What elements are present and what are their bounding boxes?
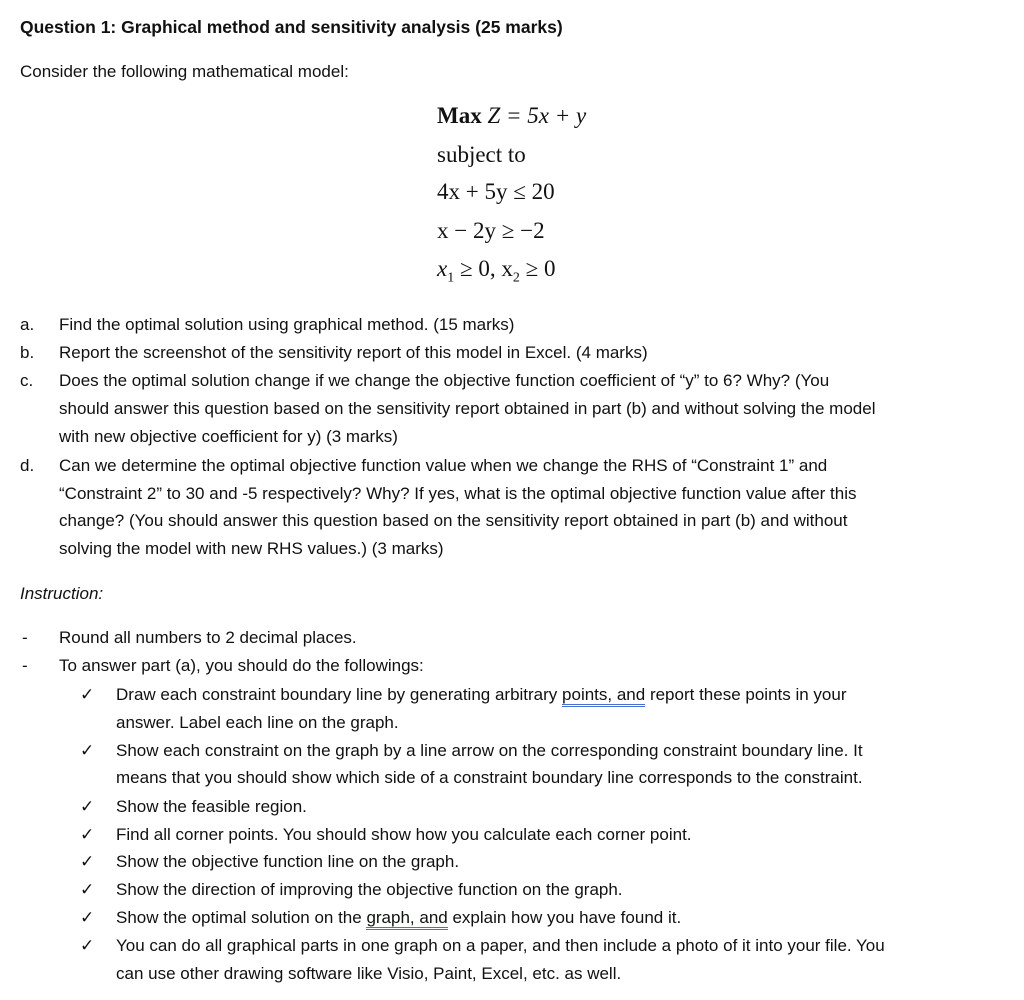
label-b: b. <box>20 343 35 362</box>
check-item: Show the objective function line on the graph. <box>116 852 460 871</box>
question-c-line: Does the optimal solution change if we change the objective function coefficient of “y” to 6? Why? (You <box>59 371 830 390</box>
label-a: a. <box>20 315 35 334</box>
label-c: c. <box>20 371 34 390</box>
subject-to: subject to <box>437 142 526 167</box>
checkmark-icon: ✓ <box>80 797 95 816</box>
question-d-line: “Constraint 2” to 30 and -5 respectively? Why? If yes, what is the optimal objective function value after this <box>59 484 857 503</box>
question-d-line: solving the model with new RHS values.) (3 marks) <box>59 539 444 558</box>
check-item <box>116 908 681 928</box>
check-item: Show the feasible region. <box>116 797 307 816</box>
check-item-cont: means that you should show which side of a constraint boundary line corresponds to the constraint. <box>116 768 863 787</box>
check-item-cont: can use other drawing software like Visio, Paint, Excel, etc. as well. <box>116 964 622 983</box>
sub-1: 1 <box>447 270 455 286</box>
checkmark-icon: ✓ <box>80 880 95 899</box>
check-item: Show each constraint on the graph by a line arrow on the corresponding constraint boundary line. It <box>116 741 863 760</box>
intro-text: Consider the following mathematical model: <box>20 62 349 81</box>
question-c-line: should answer this question based on the sensitivity report obtained in part (b) and without solving the model <box>59 399 876 418</box>
objective-expr: Z = 5x + y <box>487 103 587 128</box>
check-text: Show the optimal solution on the <box>116 908 367 927</box>
check-item: Find all corner points. You should show how you calculate each corner point. <box>116 825 692 844</box>
instruction-heading: Instruction: <box>20 584 104 603</box>
checkmark-icon: ✓ <box>80 908 95 927</box>
nonneg-end: ≥ 0 <box>519 256 556 281</box>
nonnegativity <box>437 256 556 289</box>
max-label: Max <box>437 103 482 128</box>
dash-item: Round all numbers to 2 decimal places. <box>59 628 357 647</box>
checkmark-icon: ✓ <box>80 685 95 704</box>
check-item <box>116 685 847 705</box>
grammar-underline: graph, and <box>366 908 447 930</box>
dash-item: To answer part (a), you should do the followings: <box>59 656 424 675</box>
question-a: Find the optimal solution using graphical method. (15 marks) <box>59 315 515 334</box>
question-title: Question 1: Graphical method and sensitivity analysis (25 marks) <box>20 17 563 37</box>
sub-2: 2 <box>512 270 520 286</box>
check-text: report these points in your <box>645 685 847 704</box>
objective-line <box>437 103 587 128</box>
checkmark-icon: ✓ <box>80 741 95 760</box>
grammar-underline: points, and <box>562 685 645 707</box>
checkmark-icon: ✓ <box>80 936 95 955</box>
var-x: x <box>437 256 448 281</box>
constraint-1: 4x + 5y ≤ 20 <box>437 179 555 204</box>
check-item-cont: answer. Label each line on the graph. <box>116 713 399 732</box>
check-text: Draw each constraint boundary line by generating arbitrary <box>116 685 563 704</box>
check-text: explain how you have found it. <box>447 908 682 927</box>
constraint-2: x − 2y ≥ −2 <box>437 218 545 243</box>
label-d: d. <box>20 456 35 475</box>
dash-icon: - <box>22 656 28 675</box>
checkmark-icon: ✓ <box>80 852 95 871</box>
checkmark-icon: ✓ <box>80 825 95 844</box>
check-item: Show the direction of improving the objective function on the graph. <box>116 880 623 899</box>
question-d-line: Can we determine the optimal objective function value when we change the RHS of “Constraint 1” and <box>59 456 828 475</box>
question-b: Report the screenshot of the sensitivity report of this model in Excel. (4 marks) <box>59 343 648 362</box>
question-d-line: change? (You should answer this question based on the sensitivity report obtained in part (b) and without <box>59 511 848 530</box>
question-c-line: with new objective coefficient for y) (3 marks) <box>59 427 398 446</box>
nonneg-mid: ≥ 0, x <box>454 256 513 281</box>
check-item: You can do all graphical parts in one graph on a paper, and then include a photo of it into your file. You <box>116 936 885 955</box>
dash-icon: - <box>22 628 28 647</box>
